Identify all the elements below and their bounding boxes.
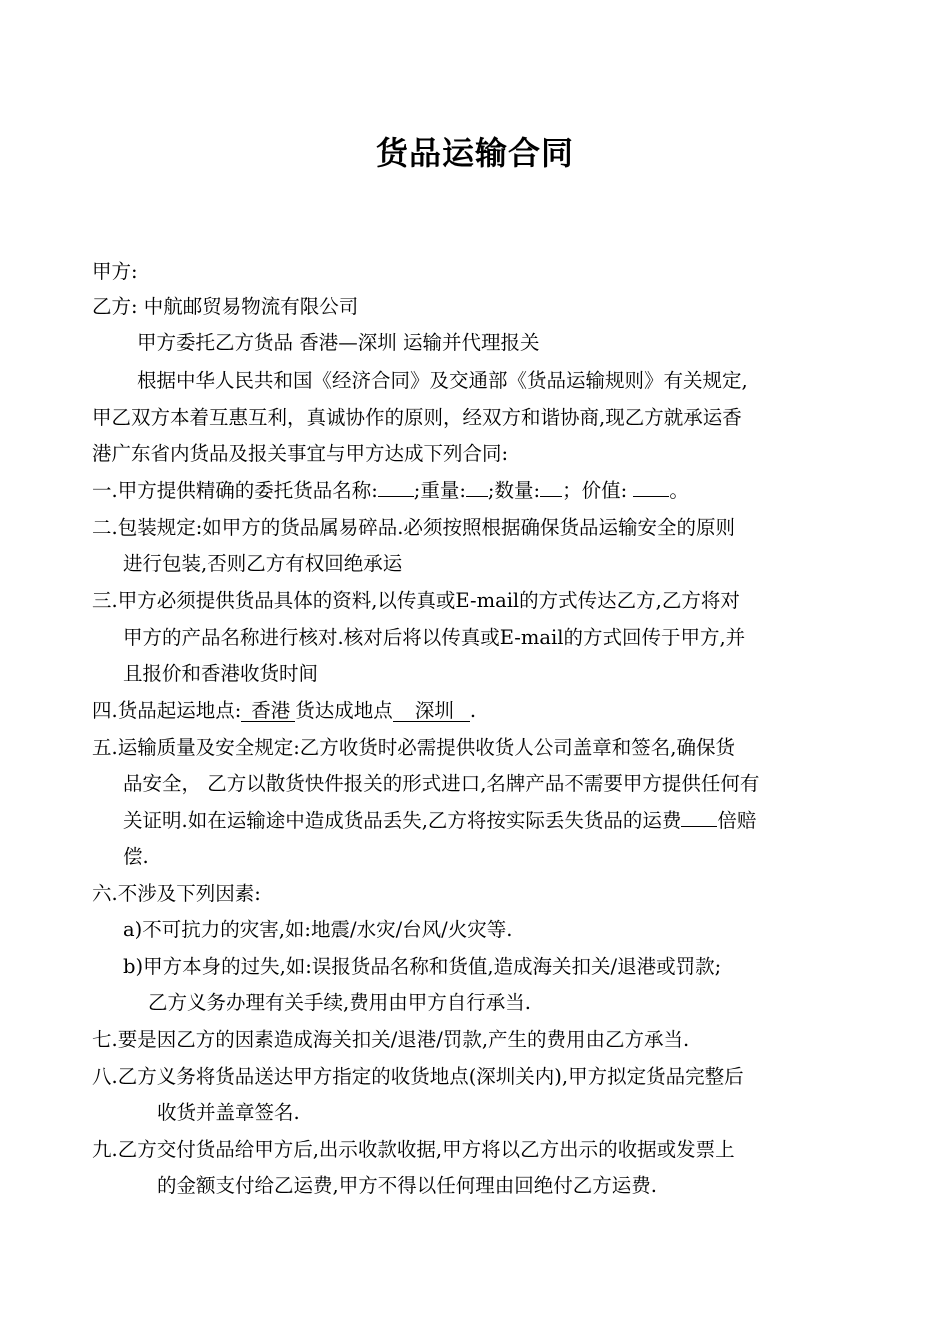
clause-5-line-3-prefix: 关证明.如在运输途中造成货品丢失,乙方将按实际丢失货品的运费 bbox=[123, 809, 682, 832]
clause-5-line-3 bbox=[123, 808, 756, 834]
compensation-multiple-blank bbox=[681, 826, 717, 827]
destination-field: 深圳 bbox=[393, 701, 470, 722]
value-blank bbox=[633, 496, 669, 497]
goods-name-blank bbox=[378, 496, 414, 497]
clause-3-line-2: 甲方的产品名称进行核对.核对后将以传真或E-mail的方式回传于甲方,并 bbox=[123, 626, 746, 649]
entrust-line bbox=[137, 330, 539, 356]
clause-3-line-3: 且报价和香港收货时间 bbox=[123, 662, 319, 685]
document-title: 货品运输合同 bbox=[375, 134, 574, 172]
weight-blank bbox=[466, 496, 488, 497]
clause-5-line-2: 品安全， 乙方以散货快件报关的形式进口,名牌产品不需要甲方提供任何有 bbox=[123, 772, 760, 795]
party-a-line: 甲方: bbox=[92, 260, 138, 283]
quantity-blank bbox=[540, 496, 562, 497]
value-label: ；价值: bbox=[562, 479, 628, 502]
quantity-label: ;数量: bbox=[487, 479, 541, 502]
preamble-line-2: 甲乙双方本着互惠互利，真诚协作的原则，经双方和谐协商,现乙方就承运香 bbox=[92, 406, 742, 429]
clause-6-item-a: a)不可抗力的灾害,如:地震/水灾/台风/火灾等. bbox=[123, 918, 513, 941]
clause-1 bbox=[92, 478, 689, 504]
weight-label: ;重量: bbox=[413, 479, 466, 502]
clause-4-middle: 货达成地点 bbox=[295, 699, 393, 722]
origin-field: 香港 bbox=[241, 701, 295, 722]
clause-8-line-1: 八.乙方义务将货品送达甲方指定的收货地点(深圳关内),甲方拟定货品完整后 bbox=[92, 1065, 744, 1088]
entrust-prefix: 甲方委托乙方货品 bbox=[137, 331, 294, 354]
clause-9-line-2: 的金额支付给乙运费,甲方不得以任何理由回绝付乙方运费. bbox=[157, 1174, 657, 1197]
clause-4-prefix: 四.货品起运地点: bbox=[92, 699, 242, 722]
clause-6-item-b: b)甲方本身的过失,如:误报货品名称和货值,造成海关扣关/退港或罚款; bbox=[123, 955, 722, 978]
clause-9-line-1: 九.乙方交付货品给甲方后,出示收款收据,甲方将以乙方出示的收据或发票上 bbox=[92, 1138, 735, 1161]
entrust-suffix: 运输并代理报关 bbox=[402, 331, 540, 354]
clause-6-item-b-cont: 乙方义务办理有关手续,费用由甲方自行承当. bbox=[148, 991, 531, 1014]
clause-4 bbox=[92, 698, 476, 724]
clause-7: 七.要是因乙方的因素造成海关扣关/退港/罚款,产生的费用由乙方承当. bbox=[92, 1028, 690, 1051]
clause-3-line-1: 三.甲方必须提供货品具体的资料,以传真或E-mail的方式传达乙方,乙方将对 bbox=[92, 589, 740, 612]
clause-5-line-4: 偿. bbox=[123, 845, 149, 868]
clause-4-end: . bbox=[469, 699, 477, 722]
clause-6-heading: 六.不涉及下列因素: bbox=[92, 882, 261, 905]
route: 香港—深圳 bbox=[299, 331, 397, 354]
preamble-line-3: 港广东省内货品及报关事宜与甲方达成下列合同: bbox=[92, 442, 509, 465]
party-b-line: 乙方: 中航邮贸易物流有限公司 bbox=[92, 295, 359, 318]
preamble-line-1: 根据中华人民共和国《经济合同》及交通部《货品运输规则》有关规定, bbox=[137, 369, 748, 392]
clause-2-line-1: 二.包装规定:如甲方的货品属易碎品.必须按照根据确保货品运输安全的原则 bbox=[92, 516, 735, 539]
clause-5-line-1: 五.运输质量及安全规定:乙方收货时必需提供收货人公司盖章和签名,确保货 bbox=[92, 736, 735, 759]
clause-5-line-3-suffix: 倍赔 bbox=[717, 809, 757, 832]
clause-1-end: 。 bbox=[669, 479, 689, 502]
clause-1-prefix: 一.甲方提供精确的委托货品名称: bbox=[92, 479, 378, 502]
clause-8-line-2: 收货并盖章签名. bbox=[157, 1101, 300, 1124]
clause-2-line-2: 进行包装,否则乙方有权回绝承运 bbox=[123, 552, 403, 575]
